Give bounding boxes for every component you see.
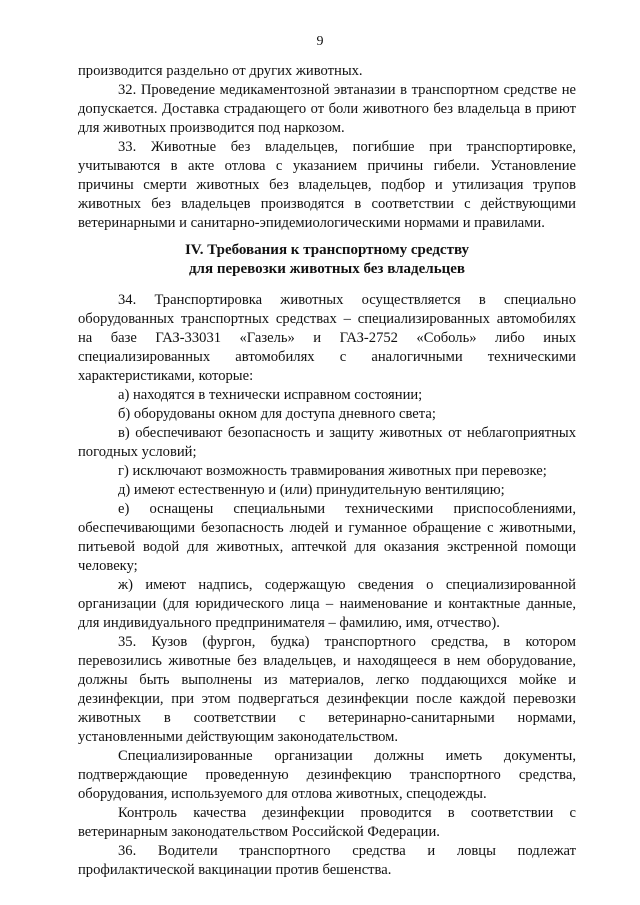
section-heading [78, 241, 576, 279]
paragraph-disinfection-documents: Специализированные организации должны иметь документы, подтверждающие проведенную дезинфекцию транспортного средства, оборудования, используемого для отлова животных, спецодежды. [78, 748, 576, 802]
section-heading-line-1: IV. Требования к транспортному средству [184, 242, 470, 258]
list-item-zh: ж) имеют надпись, содержащую сведения о специализированной организации (для юридического лица – наименование и контактные данные, для индивидуального предпринимателя – фамилию, имя, отчество). [78, 577, 576, 631]
page-number: 9 [316, 34, 324, 49]
document-body [78, 62, 576, 880]
list-item-b: б) оборудованы окном для доступа дневного света; [118, 406, 436, 422]
paragraph-continuation: производится раздельно от других животных. [78, 63, 363, 79]
paragraph-32: 32. Проведение медикаментозной эвтаназии в транспортном средстве не допускается. Доставка страдающего от боли животного без владельца в приют для животных производится под наркозом. [78, 82, 576, 136]
list-item-a: а) находятся в технически исправном состоянии; [118, 387, 423, 403]
list-item-g: г) исключают возможность травмирования животных при перевозке; [118, 463, 547, 479]
list-item-v: в) обеспечивают безопасность и защиту животных от неблагоприятных погодных условий; [78, 425, 576, 460]
section-heading-line-2: для перевозки животных без владельцев [188, 261, 466, 277]
list-item-d: д) имеют естественную и (или) принудительную вентиляцию; [118, 482, 505, 498]
paragraph-35: 35. Кузов (фургон, будка) транспортного средства, в котором перевозились животные без владельцев, и находящееся в нем оборудование, должны быть выполнены из материалов, легко поддающихся мойке и дезинфекции, при этом подвергаться дезинфекции после каждой перевозки животных в соответствии с ветеринарно-санитарными нормами, установленными действующим законодательством. [78, 634, 576, 745]
paragraph-36: 36. Водители транспортного средства и ловцы подлежат профилактической вакцинации против бешенства. [78, 843, 576, 878]
paragraph-33: 33. Животные без владельцев, погибшие при транспортировке, учитываются в акте отлова с указанием причины гибели. Установление причины смерти животных без владельцев, подбор и утилизация трупов животных без владельцев производятся в соответствии с действующими ветеринарными и санитарно-эпидемиологическими нормами и правилами. [78, 139, 576, 231]
paragraph-disinfection-control: Контроль качества дезинфекции проводится в соответствии с ветеринарным законодательством Российской Федерации. [78, 805, 576, 840]
paragraph-34: 34. Транспортировка животных осуществляется в специально оборудованных транспортных средствах – специализированных автомобилях на базе ГАЗ-33031 «Газель» и ГАЗ-2752 «Соболь» либо иных специализированных автомобилях с аналогичными техническими характеристиками, которые: [78, 292, 576, 384]
list-item-e: е) оснащены специальными техническими приспособлениями, обеспечивающими безопасность людей и гуманное обращение с животными, питьевой водой для животных, аптечкой для оказания экстренной помощи человеку; [78, 501, 576, 574]
